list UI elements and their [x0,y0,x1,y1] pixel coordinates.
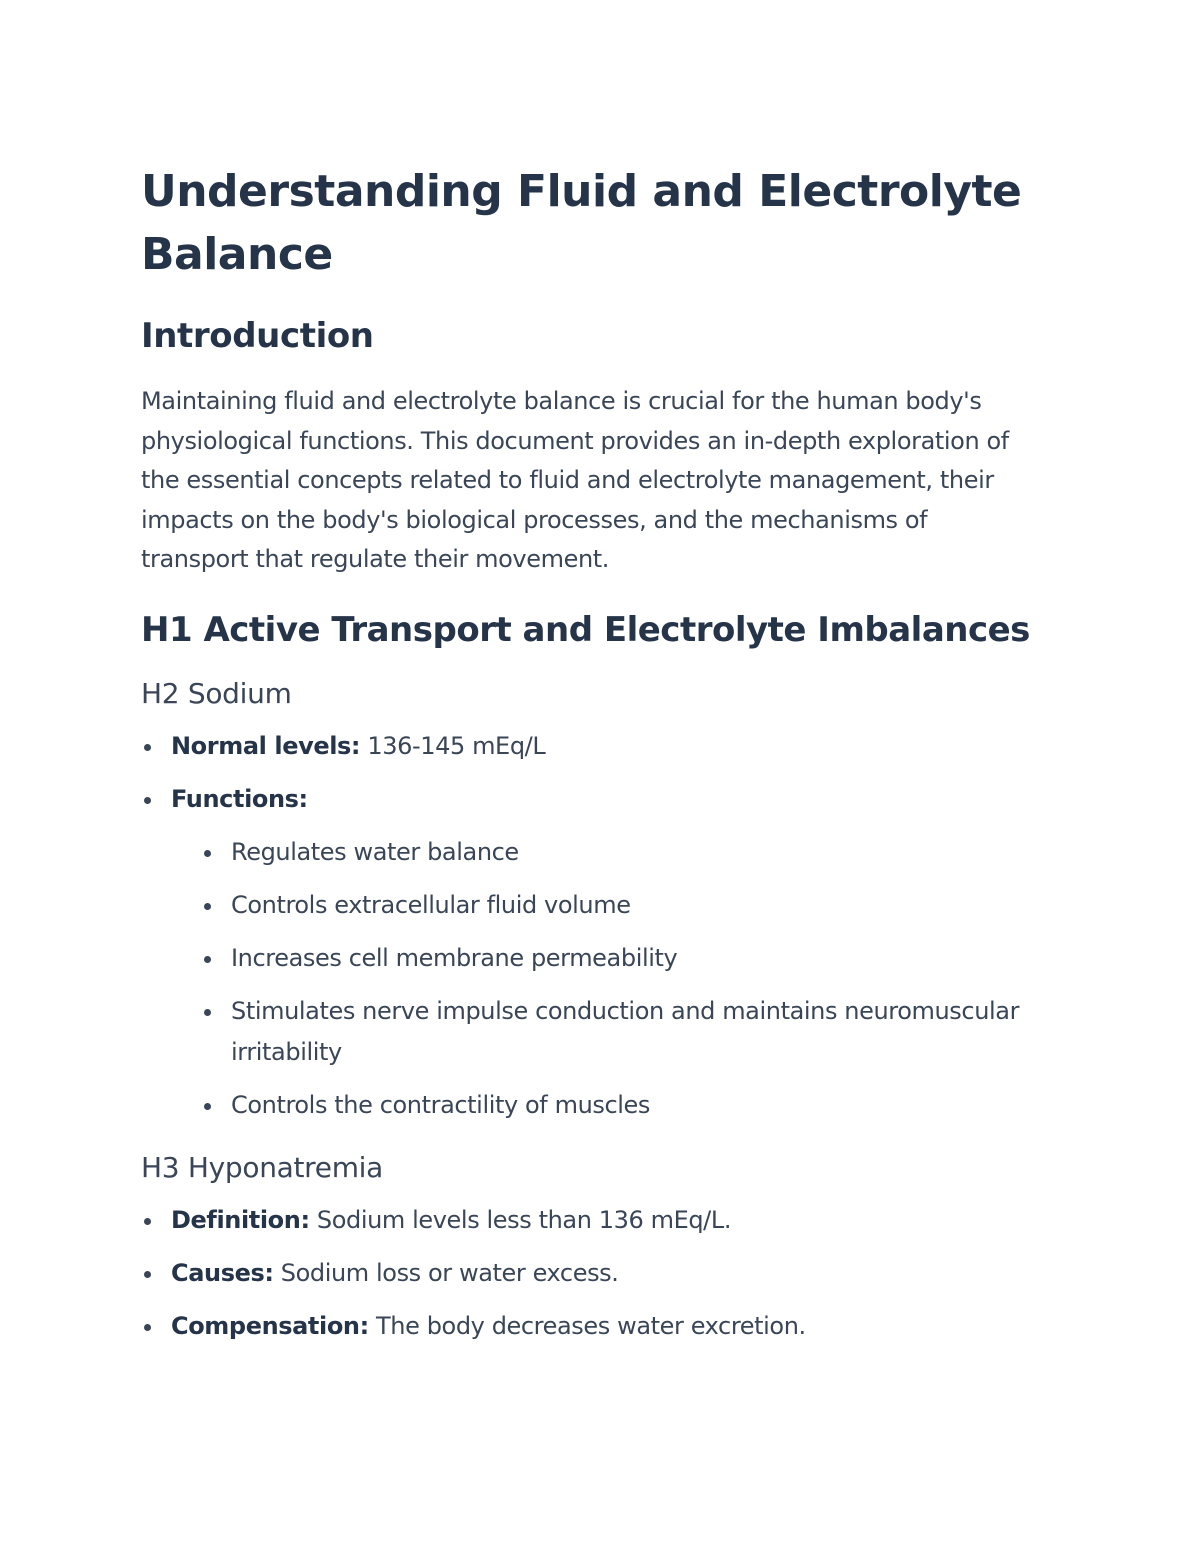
item-label: Normal levels: [171,731,361,760]
item-label: Definition: [171,1205,310,1234]
item-label: Causes: [171,1258,274,1287]
bullet-icon [144,1324,151,1331]
item-text: Controls the contractility of muscles [231,1090,651,1119]
item-text: Sodium levels less than 136 mEq/L. [309,1205,732,1234]
bullet-icon [204,903,211,910]
item-text: Controls extracellular fluid volume [231,890,631,919]
item-text: The body decreases water excretion. [368,1311,806,1340]
bullet-icon [144,744,151,751]
introduction-heading: Introduction [141,316,374,356]
functions-list [201,832,1041,1126]
item-label: Compensation: [171,1311,369,1340]
hyponatremia-list [141,1200,1041,1347]
list-item [201,1085,1041,1126]
sodium-heading: H2 Sodium [141,676,292,710]
sodium-list [141,726,1041,1126]
bullet-icon [204,850,211,857]
list-item [201,938,1041,979]
bullet-icon [144,797,151,804]
list-item [201,885,1041,926]
bullet-icon [204,1009,211,1016]
list-item [141,1200,1041,1241]
bullet-icon [144,1271,151,1278]
bullet-icon [144,1218,151,1225]
list-item [141,1306,1041,1347]
item-label: Functions: [171,784,308,813]
list-item [201,991,1041,1073]
list-item [141,1253,1041,1294]
list-item [201,832,1041,873]
document-page [141,160,1041,1347]
introduction-paragraph: Maintaining fluid and electrolyte balance is crucial for the human body's physiological functions. This document provides an in-depth exploration of the essential concepts related to fluid and electrolyte management, their impacts on the body's biological processes, and the mechanisms of transport that regulate their movement. [141,387,1009,573]
document-title: Understanding Fluid and Electrolyte Balance [141,166,1022,280]
list-item [141,779,1041,1126]
item-text: Regulates water balance [231,837,519,866]
hyponatremia-heading: H3 Hyponatremia [141,1150,384,1184]
item-text: Sodium loss or water excess. [273,1258,619,1287]
bullet-icon [204,956,211,963]
item-text: Increases cell membrane permeability [231,943,678,972]
item-text: 136-145 mEq/L [360,731,546,760]
bullet-icon [204,1103,211,1110]
section-heading: H1 Active Transport and Electrolyte Imbalances [141,609,1030,650]
item-text: Stimulates nerve impulse conduction and maintains neuromuscular irritability [231,996,1020,1066]
list-item [141,726,1041,767]
